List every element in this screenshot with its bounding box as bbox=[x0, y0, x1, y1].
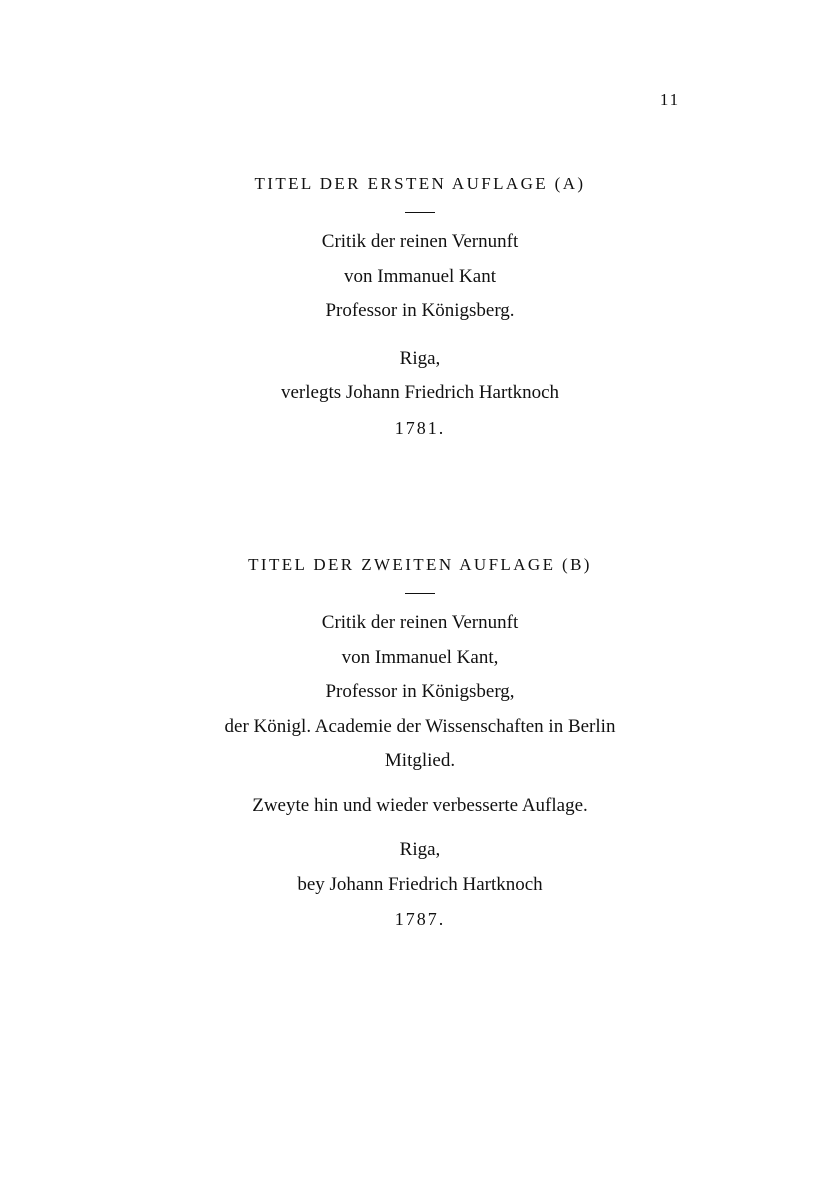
page-number: 11 bbox=[659, 90, 681, 109]
imprint-year: 1781. bbox=[394, 417, 446, 438]
heading-rule bbox=[405, 593, 435, 594]
imprint-place: Riga, bbox=[399, 839, 441, 860]
title-line: Critik der reinen Vernunft bbox=[321, 231, 519, 252]
first-edition-title-lines bbox=[0, 225, 840, 329]
membership-line: Mitglied. bbox=[384, 750, 456, 771]
second-edition-title-lines bbox=[0, 606, 840, 779]
author-line: von Immanuel Kant bbox=[344, 265, 496, 287]
imprint-year: 1787. bbox=[394, 909, 446, 929]
imprint-publisher: bey Johann Friedrich Hartknoch bbox=[297, 873, 543, 895]
title-line: Critik der reinen Vernunft bbox=[321, 612, 519, 633]
first-edition-imprint bbox=[0, 342, 840, 446]
heading-rule bbox=[405, 212, 435, 213]
second-edition-heading: TITEL DER ZWEITEN AUFLAGE (B) bbox=[248, 555, 592, 574]
author-position-line: Professor in Königsberg, bbox=[325, 681, 515, 702]
author-position-line: Professor in Königsberg. bbox=[325, 300, 515, 321]
second-edition-imprint bbox=[0, 833, 840, 937]
author-line: von Immanuel Kant, bbox=[341, 646, 499, 668]
academy-line: der Königl. Academie der Wissenschaften in Berlin bbox=[224, 715, 616, 737]
edition-note: Zweyte hin und wieder verbesserte Auflage. bbox=[252, 794, 588, 816]
imprint-place: Riga, bbox=[399, 347, 441, 369]
second-edition-title-block bbox=[0, 553, 840, 937]
first-edition-title-block bbox=[0, 172, 840, 445]
first-edition-heading: TITEL DER ERSTEN AUFLAGE (A) bbox=[254, 174, 586, 193]
imprint-publisher: verlegts Johann Friedrich Hartknoch bbox=[280, 382, 560, 403]
